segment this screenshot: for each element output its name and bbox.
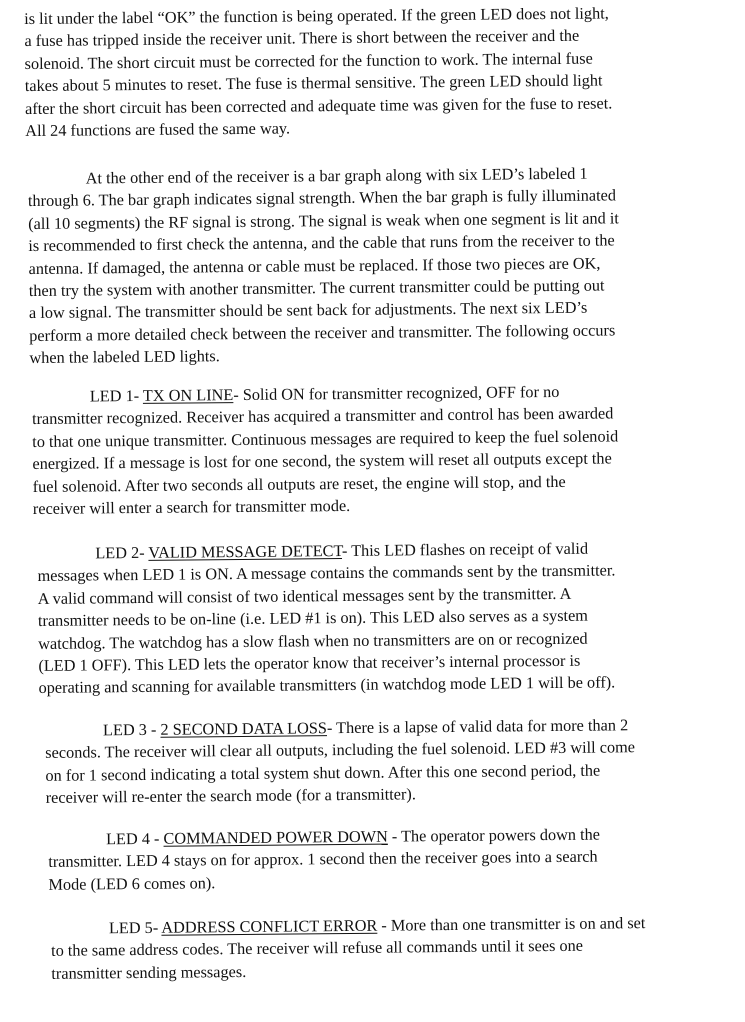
text-line: after the short circuit has been corrected and adequate time was given for the fuse to reset. xyxy=(24,93,613,118)
text-line: takes about 5 minutes to reset. The fuse is thermal sensitive. The green LED should light xyxy=(24,70,603,96)
text-line: a low signal. The transmitter should be sent back for adjustments. The next six LED’s xyxy=(28,298,588,323)
text-line: Mode (LED 6 comes on). xyxy=(48,873,216,894)
text-line: (LED 1 OFF). This LED lets the operator know that receiver’s internal processor is xyxy=(38,650,581,675)
led-2-title: VALID MESSAGE DETECT xyxy=(148,541,343,562)
led-4-title: COMMANDED POWER DOWN xyxy=(163,826,388,848)
paragraph-led-5 xyxy=(51,912,646,985)
text-line: transmitter. LED 4 stays on for approx. 1 second then the receiver goes into a search xyxy=(48,846,598,872)
paragraph-fuse-status xyxy=(24,2,612,142)
text-line: is lit under the label “OK” the function is being operated. If the green LED does not light, xyxy=(24,3,609,29)
text-line: to the same address codes. The receiver will refuse all commands until it sees one xyxy=(51,936,584,961)
led-1-prefix: LED 1- xyxy=(89,385,143,406)
led-5-prefix: LED 5- xyxy=(108,917,162,938)
text-line: operating and scanning for available transmitters (in watchdog mode LED 1 will be off). xyxy=(38,672,616,698)
text-line: solenoid. The short circuit must be corrected for the function to work. The internal fuse xyxy=(24,48,593,73)
text-line: energized. If a message is lost for one second, the system will reset all outputs except the xyxy=(32,448,612,474)
text-line: watchdog. The watchdog has a slow flash when no transmitters are on or recognized xyxy=(38,628,588,653)
text-line: (all 10 segments) the RF signal is strong. The signal is weak when one segment is lit and it xyxy=(28,208,619,233)
text-line: when the labeled LED lights. xyxy=(29,346,220,368)
led-3-prefix: LED 3 - xyxy=(102,719,161,740)
led-1-first-line-rest: - Solid ON for transmitter recognized, OFF for no xyxy=(233,381,560,405)
text-line: perform a more detailed check between the receiver and transmitter. The following occurs xyxy=(29,320,616,345)
text-line: All 24 functions are fused the same way. xyxy=(25,118,291,141)
paragraph-bar-graph xyxy=(28,162,621,369)
text-line: transmitter sending messages. xyxy=(51,961,247,983)
led-2-first-line-rest: - This LED flashes on receipt of valid xyxy=(341,538,589,561)
text-line: is recommended to first check the antenna, and the cable that runs from the receiver to the xyxy=(28,230,615,256)
led-4-prefix: LED 4 - xyxy=(105,828,164,849)
text-line: receiver will re-enter the search mode (for a transmitter). xyxy=(45,784,416,808)
text-line: seconds. The receiver will clear all outputs, including the fuel solenoid. LED #3 will come xyxy=(45,737,636,763)
led-3-first-line-rest: - There is a lapse of valid data for more than 2 xyxy=(326,715,629,738)
text-line: transmitter recognized. Receiver has acquired a transmitter and control has been awarded xyxy=(31,403,614,429)
paragraph-led-2 xyxy=(37,537,616,699)
paragraph-led-1 xyxy=(32,380,619,520)
led-5-title: ADDRESS CONFLICT ERROR xyxy=(161,915,378,937)
text-line: A valid command will consist of two identical messages sent by the transmitter. A xyxy=(37,583,572,608)
led-5-first-line-rest: - More than one transmitter is on and set xyxy=(377,913,646,935)
text-line: on for 1 second indicating a total system shut down. After this one second period, the xyxy=(45,760,601,785)
text-line: through 6. The bar graph indicates signal strength. When the bar graph is fully illuminated xyxy=(27,185,617,211)
text-line: then try the system with another transmitter. The current transmitter could be putting out xyxy=(28,275,605,301)
led-2-prefix: LED 2- xyxy=(95,542,149,563)
led-1-title: TX ON LINE xyxy=(142,385,234,405)
led-4-first-line-rest: - The operator powers down the xyxy=(387,824,601,846)
text-line: a fuse has tripped inside the receiver unit. There is short between the receiver and the xyxy=(24,26,580,51)
text-line: receiver will enter a search for transmitter mode. xyxy=(32,495,351,519)
paragraph-led-4 xyxy=(48,824,601,897)
text-line: At the other end of the receiver is a bar graph along with six LED’s labeled 1 xyxy=(85,163,588,188)
led-3-title: 2 SECOND DATA LOSS xyxy=(160,718,328,739)
text-line: fuel solenoid. After two seconds all outputs are reset, the engine will stop, and the xyxy=(32,471,566,496)
text-line: to that one unique transmitter. Continuous messages are required to keep the fuel solenoid xyxy=(32,426,619,451)
paragraph-led-3 xyxy=(45,714,636,809)
text-line: antenna. If damaged, the antenna or cable must be replaced. If those two pieces are OK, xyxy=(28,253,601,278)
text-line: messages when LED 1 is ON. A message contains the commands sent by the transmitter. xyxy=(37,560,616,586)
text-line: transmitter needs to be on-line (i.e. LED #1 is on). This LED also serves as a system xyxy=(37,605,589,631)
